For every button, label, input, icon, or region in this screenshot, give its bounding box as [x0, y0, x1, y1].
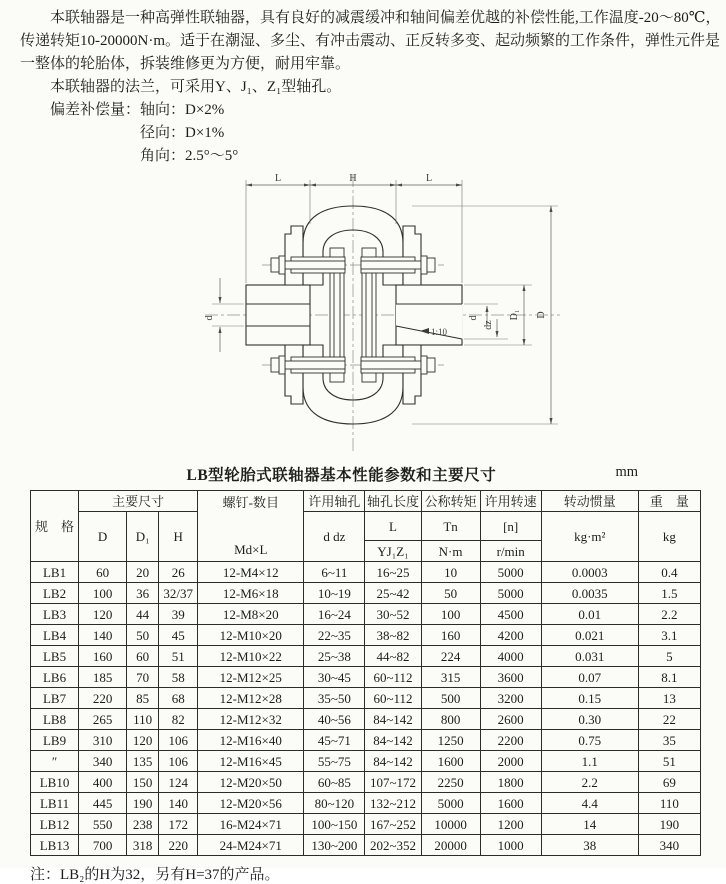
- intro-line: 径向：D×1%: [140, 125, 225, 141]
- cell-torque: 2250: [421, 772, 480, 793]
- cell-bore-length: 44~82: [365, 646, 421, 667]
- cell-inertia: 0.031: [541, 646, 638, 667]
- cell-D1: 85: [127, 688, 159, 709]
- header-torque-symbol: Tn: [421, 512, 480, 541]
- header-screws-sub: Md×L: [234, 542, 268, 557]
- table-row: [31, 667, 701, 688]
- cell-screws: 12-M20×50: [198, 772, 304, 793]
- cell-inertia: 0.0003: [541, 562, 638, 583]
- header-main-dims: 主要尺寸: [79, 491, 198, 512]
- cell-speed: 3200: [480, 688, 541, 709]
- cell-bore-length: 84~142: [365, 730, 421, 751]
- cell-H: 106: [159, 730, 198, 751]
- cell-speed: 4500: [480, 604, 541, 625]
- table-unit-label: mm: [615, 464, 638, 480]
- cell-spec: LB11: [31, 793, 79, 814]
- cell-torque: 1600: [421, 751, 480, 772]
- table-row: [31, 814, 701, 835]
- cell-D1: 135: [127, 751, 159, 772]
- cell-speed: 4200: [480, 625, 541, 646]
- header-torque: 公称转矩: [421, 491, 480, 512]
- cell-speed: 3600: [480, 667, 541, 688]
- cell-screws: 12-M12×28: [198, 688, 304, 709]
- cell-bore-length: 107~172: [365, 772, 421, 793]
- table-row: [31, 772, 701, 793]
- cell-bore: 22~35: [304, 625, 365, 646]
- cell-D: 140: [79, 625, 127, 646]
- table-row: [31, 646, 701, 667]
- cell-weight: 8.1: [638, 667, 700, 688]
- cell-spec: LB10: [31, 772, 79, 793]
- cell-D1: 150: [127, 772, 159, 793]
- cell-weight: 190: [638, 814, 700, 835]
- header-torque-unit: N·m: [421, 541, 480, 562]
- cell-bore: 130~200: [304, 835, 365, 856]
- cell-bore: 6~11: [304, 562, 365, 583]
- cell-H: 82: [159, 709, 198, 730]
- table-row: [31, 688, 701, 709]
- cell-bore: 16~24: [304, 604, 365, 625]
- cell-torque: 1250: [421, 730, 480, 751]
- cell-torque: 10000: [421, 814, 480, 835]
- cell-inertia: 1.1: [541, 751, 638, 772]
- table-body: [31, 562, 701, 856]
- cell-bore: 35~50: [304, 688, 365, 709]
- cell-weight: 340: [638, 835, 700, 856]
- header-inertia: 转动惯量: [541, 491, 638, 512]
- cell-bore: 55~75: [304, 751, 365, 772]
- cell-D1: 70: [127, 667, 159, 688]
- cell-torque: 10: [421, 562, 480, 583]
- cell-screws: 12-M12×32: [198, 709, 304, 730]
- cell-D: 400: [79, 772, 127, 793]
- cell-D1: 190: [127, 793, 159, 814]
- cell-bore-length: 202~352: [365, 835, 421, 856]
- cell-bore: 10~19: [304, 583, 365, 604]
- cell-inertia: 0.30: [541, 709, 638, 730]
- header-bore-sub: d dz: [304, 512, 365, 562]
- cell-torque: 500: [421, 688, 480, 709]
- cell-H: 220: [159, 835, 198, 856]
- cell-D: 120: [79, 604, 127, 625]
- header-screws: [198, 491, 304, 562]
- dim-label-D1: D₁: [509, 309, 520, 321]
- cell-screws: 12-M12×25: [198, 667, 304, 688]
- taper-label: 1:10: [431, 327, 448, 337]
- header-weight-unit: kg: [638, 512, 700, 562]
- table-title: LB型轮胎式联轴器基本性能参数和主要尺寸: [186, 467, 497, 484]
- cell-torque: 315: [421, 667, 480, 688]
- cell-weight: 69: [638, 772, 700, 793]
- spec-table: [30, 490, 701, 856]
- cell-speed: 1200: [480, 814, 541, 835]
- cell-inertia: 0.01: [541, 604, 638, 625]
- cell-bore-length: 25~42: [365, 583, 421, 604]
- cell-D1: 36: [127, 583, 159, 604]
- cell-D1: 238: [127, 814, 159, 835]
- cell-screws: 12-M6×18: [198, 583, 304, 604]
- cell-H: 32/37: [159, 583, 198, 604]
- cell-spec: LB12: [31, 814, 79, 835]
- header-speed-symbol: [n]: [480, 512, 541, 541]
- header-inertia-unit: kg·m²: [541, 512, 638, 562]
- table-row: [31, 793, 701, 814]
- cell-D1: 318: [127, 835, 159, 856]
- cell-screws: 12-M8×20: [198, 604, 304, 625]
- cell-speed: 4000: [480, 646, 541, 667]
- cell-screws: 16-M24×71: [198, 814, 304, 835]
- header-H: H: [159, 512, 198, 562]
- cell-inertia: 0.15: [541, 688, 638, 709]
- cell-weight: 110: [638, 793, 700, 814]
- intro-line: 偏差补偿量：轴向：D×2%: [50, 102, 225, 118]
- dim-label-D: D: [536, 311, 547, 319]
- cell-bore: 100~150: [304, 814, 365, 835]
- cell-bore: 45~71: [304, 730, 365, 751]
- cell-D: 550: [79, 814, 127, 835]
- cell-D1: 20: [127, 562, 159, 583]
- cell-bore: 30~45: [304, 667, 365, 688]
- table-title-bar: [0, 463, 726, 487]
- cell-speed: 1600: [480, 793, 541, 814]
- table-row: [31, 562, 701, 583]
- footnote: 注：LB₂的H为32，另有H=37的产品。: [30, 867, 280, 883]
- left-hub-section: [246, 285, 310, 345]
- cell-bore-length: 30~52: [365, 604, 421, 625]
- cell-D1: 50: [127, 625, 159, 646]
- cell-D: 100: [79, 583, 127, 604]
- cell-H: 58: [159, 667, 198, 688]
- cell-H: 140: [159, 793, 198, 814]
- cell-D: 445: [79, 793, 127, 814]
- cell-H: 45: [159, 625, 198, 646]
- cell-speed: 2200: [480, 730, 541, 751]
- cell-screws: 12-M16×45: [198, 751, 304, 772]
- cell-spec: LB2: [31, 583, 79, 604]
- coupling-cross-section-diagram: [0, 168, 726, 458]
- cell-speed: 5000: [480, 562, 541, 583]
- dim-label-dz: dz: [483, 320, 494, 330]
- cell-spec: LB1: [31, 562, 79, 583]
- cell-H: 39: [159, 604, 198, 625]
- cell-inertia: 0.75: [541, 730, 638, 751]
- cell-spec: LB13: [31, 835, 79, 856]
- cell-bore: 25~38: [304, 646, 365, 667]
- cell-spec: ″: [31, 751, 79, 772]
- cell-H: 106: [159, 751, 198, 772]
- cell-weight: 5: [638, 646, 700, 667]
- cell-H: 124: [159, 772, 198, 793]
- dimension-d-right: [464, 304, 508, 339]
- cell-weight: 3.1: [638, 625, 700, 646]
- cell-inertia: 0.0035: [541, 583, 638, 604]
- cell-torque: 224: [421, 646, 480, 667]
- cell-weight: 51: [638, 751, 700, 772]
- cell-bore-length: 38~82: [365, 625, 421, 646]
- cell-bore-length: 16~25: [365, 562, 421, 583]
- header-weight: 重 量: [638, 491, 700, 512]
- cell-spec: LB4: [31, 625, 79, 646]
- cell-speed: 1800: [480, 772, 541, 793]
- cell-D: 700: [79, 835, 127, 856]
- cell-bore-length: 84~142: [365, 709, 421, 730]
- intro-paragraph: [0, 0, 726, 168]
- dim-label-L-right: L: [425, 173, 433, 184]
- cell-weight: 22: [638, 709, 700, 730]
- header-D: D: [79, 512, 127, 562]
- header-screws-label: 螺钉-数目: [222, 495, 279, 510]
- cell-spec: LB3: [31, 604, 79, 625]
- cell-bore-length: 132~212: [365, 793, 421, 814]
- cell-spec: LB6: [31, 667, 79, 688]
- cell-torque: 50: [421, 583, 480, 604]
- cell-spec: LB8: [31, 709, 79, 730]
- cell-weight: 2.2: [638, 604, 700, 625]
- cell-inertia: 2.2: [541, 772, 638, 793]
- intro-line: 传递转矩10-20000N·m。适于在潮湿、多尘、有冲击震动、正反转多变、起动频繁的工作条件，弹性元件是: [20, 33, 720, 49]
- cell-screws: 24-M24×71: [198, 835, 304, 856]
- cell-bore-length: 167~252: [365, 814, 421, 835]
- header-bore-length-L: L: [365, 512, 421, 541]
- cell-screws: 12-M20×56: [198, 793, 304, 814]
- table-row: [31, 751, 701, 772]
- cell-speed: 2000: [480, 751, 541, 772]
- cell-D: 265: [79, 709, 127, 730]
- cell-screws: 12-M10×20: [198, 625, 304, 646]
- right-hub-section: [396, 285, 463, 345]
- cell-H: 172: [159, 814, 198, 835]
- header-spec: 规 格: [31, 491, 79, 562]
- cell-inertia: 0.021: [541, 625, 638, 646]
- cell-D: 160: [79, 646, 127, 667]
- dim-label-d-right: d: [468, 315, 479, 321]
- cell-speed: 1000: [480, 835, 541, 856]
- table-header: [31, 491, 701, 562]
- cell-torque: 800: [421, 709, 480, 730]
- header-bore-length-types: YJ₁Z₁: [365, 541, 421, 562]
- cell-D1: 120: [127, 730, 159, 751]
- header-bore-length: 轴孔长度: [365, 491, 421, 512]
- cell-torque: 100: [421, 604, 480, 625]
- cell-H: 68: [159, 688, 198, 709]
- cell-screws: 12-M4×12: [198, 562, 304, 583]
- dim-label-d-left: d: [204, 315, 215, 321]
- cell-D: 185: [79, 667, 127, 688]
- cell-D: 340: [79, 751, 127, 772]
- table-row: [31, 625, 701, 646]
- header-D1: D₁: [127, 512, 159, 562]
- cell-screws: 12-M16×40: [198, 730, 304, 751]
- cell-weight: 0.4: [638, 562, 700, 583]
- cell-torque: 20000: [421, 835, 480, 856]
- intro-line: 角向：2.5°～5°: [140, 148, 239, 164]
- cell-D1: 110: [127, 709, 159, 730]
- cell-weight: 35: [638, 730, 700, 751]
- cell-inertia: 0.07: [541, 667, 638, 688]
- cell-speed: 5000: [480, 583, 541, 604]
- table-row: [31, 604, 701, 625]
- cell-bore: 80~120: [304, 793, 365, 814]
- table-row: [31, 730, 701, 751]
- dim-label-L-left: L: [274, 173, 282, 184]
- cell-spec: LB7: [31, 688, 79, 709]
- cell-inertia: 14: [541, 814, 638, 835]
- dim-label-H: H: [349, 173, 357, 184]
- cell-bore-length: 60~112: [365, 667, 421, 688]
- cell-inertia: 38: [541, 835, 638, 856]
- cell-bore: 60~85: [304, 772, 365, 793]
- cell-D1: 60: [127, 646, 159, 667]
- cell-spec: LB5: [31, 646, 79, 667]
- cell-bore: 40~56: [304, 709, 365, 730]
- cell-D1: 44: [127, 604, 159, 625]
- header-speed: 许用转速: [480, 491, 541, 512]
- intro-line: 本联轴器是一种高弹性联轴器，具有良好的减震缓冲和轴间偏差优越的补偿性能,工作温度-20～80℃，: [50, 10, 721, 26]
- intro-line: 一整体的轮胎体，拆装维修更为方便，耐用牢靠。: [20, 56, 351, 72]
- cell-weight: 13: [638, 688, 700, 709]
- cell-speed: 2600: [480, 709, 541, 730]
- cell-weight: 1.5: [638, 583, 700, 604]
- header-bore: 许用轴孔: [304, 491, 365, 512]
- cell-torque: 160: [421, 625, 480, 646]
- intro-line: 本联轴器的法兰，可采用Y、J₁、Z₁型轴孔。: [50, 79, 342, 95]
- cell-bore-length: 84~142: [365, 751, 421, 772]
- header-speed-unit: r/min: [480, 541, 541, 562]
- cell-spec: LB9: [31, 730, 79, 751]
- cell-H: 51: [159, 646, 198, 667]
- table-row: [31, 709, 701, 730]
- cell-D: 310: [79, 730, 127, 751]
- table-row: [31, 583, 701, 604]
- cell-inertia: 4.4: [541, 793, 638, 814]
- cell-torque: 5000: [421, 793, 480, 814]
- table-row: [31, 835, 701, 856]
- cell-screws: 12-M10×22: [198, 646, 304, 667]
- cell-D: 60: [79, 562, 127, 583]
- cell-bore-length: 60~112: [365, 688, 421, 709]
- cell-H: 26: [159, 562, 198, 583]
- cell-D: 220: [79, 688, 127, 709]
